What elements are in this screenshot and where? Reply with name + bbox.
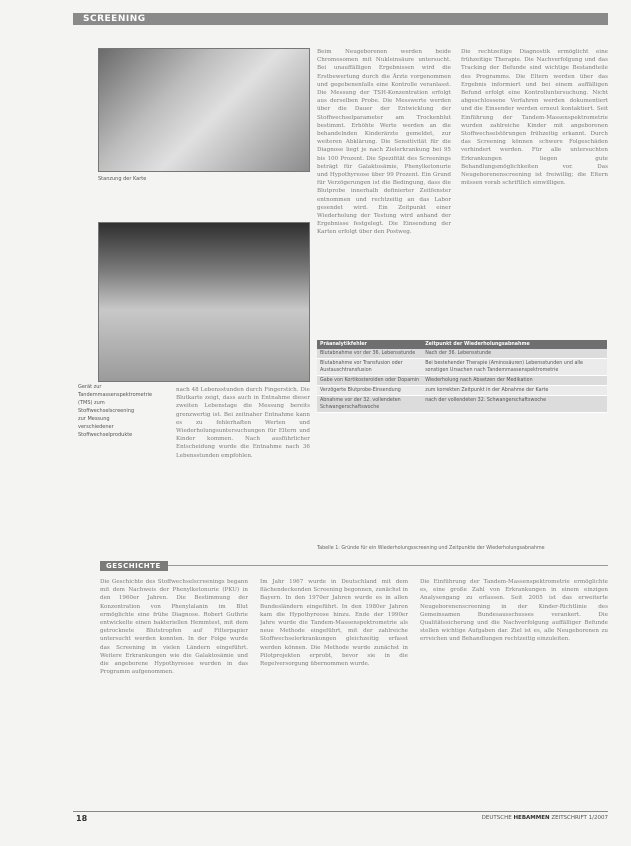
journal-name (470, 815, 608, 821)
photo-tms-device (98, 222, 310, 382)
table-caption: Tabelle 1: Gründe für ein Wiederholungsscreening und Zeitpunkte der Wiederholungsabnahme (317, 546, 545, 551)
body-text-column (176, 386, 310, 546)
paragraph: Die rechtzeitige Diagnostik ermöglicht eine frühzeitige Therapie. Die Nachverfolgung und das Tracking der Befunde sind wichtige Bestandteile des Programms. Die Eltern werden über das Ergebnis informiert und bei einem auffälligen Befund erfolgt eine Kontrolluntersuchung. Nicht abgeschlossene Verfahren werden dokumentiert und die Einsender werden erneut kontaktiert. Seit Einführung der Tandem-Massenspektrometrie wurden zahlreiche Kinder mit angeborenen Stoffwechselstörungen frühzeitig erkannt. Durch das Screening können schwere Folgeschäden verhindert werden. Für alle untersuchten Erkrankungen liegen gute Behandlungsmöglichkeiten vor. Das Neugeborenenscreening ist freiwillig; die Eltern müssen vorab schriftlich einwilligen. (461, 49, 608, 187)
table-header: Zeitpunkt der Wiederholungsabnahme (422, 340, 607, 349)
body-text-column (461, 48, 608, 330)
table-cell: Wiederholung nach Absetzen der Medikation (422, 376, 607, 386)
table-cell: Nach der 36. Lebensstunde (422, 349, 607, 359)
paragraph: Beim Neugeborenen werden beide Chromosomen mit Nukleinsäure untersucht. Bei unauffälligen Ergebnissen wird die Erstbewertung durch die Ärzte vorgenommen und gegebenenfalls eine Kontrolle veranlasst. Die Messung der TSH-Konzentration erfolgt aus derselben Probe. Die Messwerte werden über die Dauer der Entwicklung der Stoffwechselparameter am Trockenblut bestimmt. Erhöhte Werte werden an die behandelnden Kinderärzte gemeldet, zur weiteren Abklärung. Die Sensitivität für die Diagnose liegt je nach Zielerkrankung bei 95 bis 100 Prozent. Die Spezifität des Screenings beträgt für Galaktosämie, Phenylketonurie und Hypothyreose über 99 Prozent. Ein Grund für Verzögerungen ist die Bedingung, dass die Blutprobe innerhalb definierter Zeitfenster entnommen und rechtzeitig an das Labor gesendet wird. Ein Zeitpunkt einer Wiederholung der Testung wird anhand der Ergebnisse festgelegt. Die Einsendung der Karten erfolgt über den Postweg. (317, 49, 451, 236)
paragraph: Die Einführung der Tandem-Massenspektrometrie ermöglichte es, eine große Zahl von Erkrankungen in einem einzigen Analysengang zu erfassen. Seit 2005 ist das erweiterte Neugeborenenscreening in der Kinder-Richtlinie des Gemeinsamen Bundesausschusses verankert. Die Qualitätssicherung und die Nachverfolgung auffälliger Befunde stellen wichtige Aufgaben dar. Ziel ist es, alle Neugeborenen zu erreichen und Behandlungen rechtzeitig einzuleiten. (420, 579, 608, 643)
table-row (317, 396, 607, 413)
paragraph: Die Geschichte des Stoffwechselscreenings begann mit dem Nachweis der Phenylketonurie (PKU) in den 1960er Jahren. Die Bestimmung der Konzentration von Phenylalanin im Blut ermöglichte eine frühe Diagnose. Robert Guthrie entwickelte einen bakteriellen Hemmtest, mit dem getrocknete Blutstropfen auf Filterpapier untersucht werden konnten. In der Folge wurde das Screening in vielen Ländern eingeführt. Weitere Erkrankungen wie die Galaktosämie und die angeborene Hypothyreose wurden in das Programm aufgenommen. (100, 579, 248, 676)
table-row (317, 359, 607, 376)
section-header: SCREENING (73, 13, 608, 25)
rescreening-table (317, 340, 607, 413)
footer-divider (73, 811, 608, 812)
table-header: Präanalytikfehler (317, 340, 422, 349)
table-row (317, 386, 607, 396)
journal-bold: HEBAMMEN (513, 815, 550, 821)
paragraph: nach 48 Lebensstunden durch Fingerstich. Die Blutkarte zeigt, dass auch in Entnahme dieser zweiten Lebenstage die Messung bereits grenzwertig ist. Bei zeitnaher Entnahme kann es zu fehlerhaften Werten und Wiederholungsuntersuchungen für Eltern und Kinder kommen. Nach ausführlicher Entscheidung wurde die Entnahme nach 36 Lebensstunden empfohlen. (176, 387, 310, 459)
photo-caption: Gerät zur Tandemmassenspektrometrie (TMS) zum Stoffwechselscreening zur Messung verschiedener Stoffwechselprodukte (78, 384, 153, 438)
table-cell: Bei bestehender Therapie (Aminosäuren) Lebensstunden und alle sonstigen Ursachen nach Tandemmassenspektrometrie (422, 359, 607, 376)
table-row (317, 376, 607, 386)
body-text-column (100, 578, 248, 828)
page-number: 18 (76, 814, 88, 823)
table-cell: Verzögerte Blutprobe-Einsendung (317, 386, 422, 396)
journal-prefix: DEUTSCHE (481, 815, 512, 821)
table-cell: Blutabnahme vor der 36. Lebensstunde (317, 349, 422, 359)
table-row (317, 349, 607, 359)
divider (168, 565, 608, 566)
table-cell: zum korrekten Zeitpunkt in der Abnahme der Karte (422, 386, 607, 396)
journal-suffix: ZEITSCHRIFT 1/2007 (551, 815, 608, 821)
body-text-column (420, 578, 608, 828)
table-header-row (317, 340, 607, 349)
photo-caption: Stanzung der Karte (98, 176, 147, 182)
body-text-column (260, 578, 408, 828)
table-cell: nach der vollendeten 32. Schwangerschaftswoche (422, 396, 607, 413)
table-cell: Gabe von Kortikosteroiden oder Dopamin (317, 376, 422, 386)
table-cell: Blutabnahme vor Transfusion oder Austauschtransfusion (317, 359, 422, 376)
table-cell: Abnahme vor der 32. vollendeten Schwangerschaftswoche (317, 396, 422, 413)
paragraph: Im Jahr 1967 wurde in Deutschland mit dem flächendeckenden Screening begonnen, zunächst in Bayern. In den 1970er Jahren wurde es in allen Bundesländern eingeführt. In den 1980er Jahren kam die Hypothyreose hinzu. Ende der 1990er Jahre wurde die Tandem-Massenspektrometrie als neue Methode eingeführt, mit der zahlreiche Stoffwechselerkrankungen gleichzeitig erfasst werden können. Die Methode wurde zunächst in Pilotprojekten erprobt, bevor sie in die Regelversorgung übernommen wurde. (260, 579, 408, 668)
photo-card-punching (98, 48, 310, 172)
section-header: GESCHICHTE (100, 561, 168, 571)
body-text-column (317, 48, 451, 330)
